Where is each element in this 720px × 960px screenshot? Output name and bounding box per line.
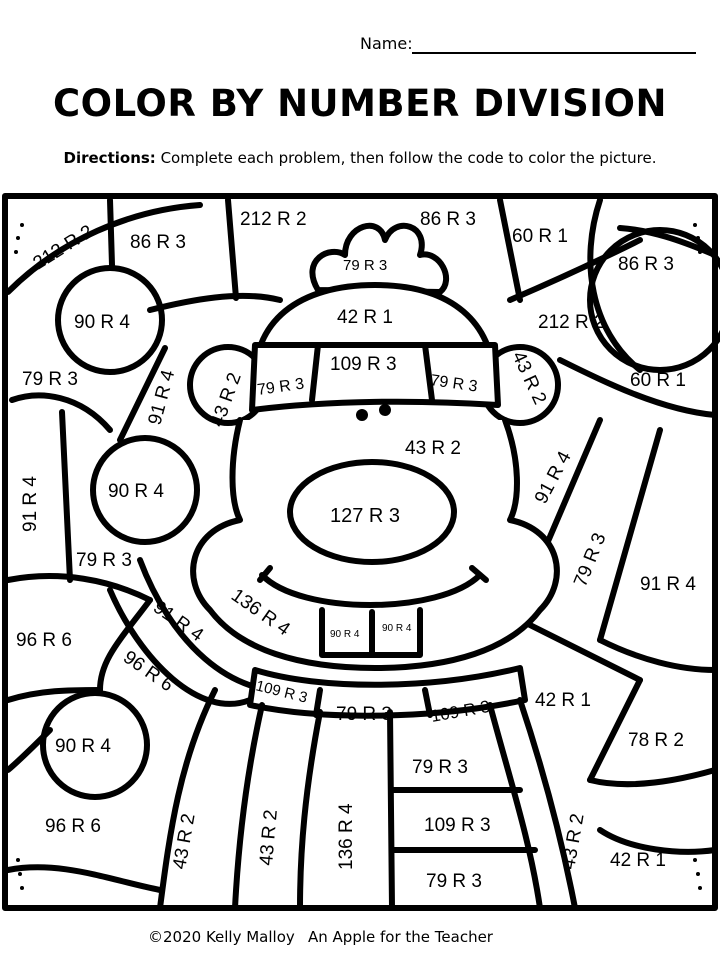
section-line [500, 200, 520, 300]
region-label: 90 R 4 [55, 736, 111, 757]
section-line [590, 200, 640, 370]
section-line [62, 412, 70, 580]
region-label: 136 R 4 [227, 584, 294, 641]
region-label: 212 R 2 [29, 221, 98, 275]
section-line [600, 430, 660, 640]
page-title: COLOR BY NUMBER DIVISION [53, 82, 667, 125]
copyright-text: ©2020 Kelly Malloy [148, 928, 295, 946]
section-line [110, 200, 112, 265]
region-label: 96 R 6 [45, 816, 101, 837]
right-eye [379, 404, 391, 416]
section-line [8, 867, 160, 890]
directions-label: Directions: [63, 149, 156, 167]
region-label: 60 R 1 [512, 226, 568, 247]
body-line [160, 690, 215, 908]
region-label: 90 R 4 [382, 623, 412, 634]
region-label: 43 R 2 [507, 348, 551, 408]
region-label: 90 R 4 [108, 481, 164, 502]
region-label: 79 R 3 [429, 372, 479, 396]
region-label: 60 R 1 [630, 370, 686, 391]
region-label: 78 R 2 [628, 730, 684, 751]
region-label: 43 R 2 [405, 438, 461, 459]
region-label: 96 R 6 [16, 630, 72, 651]
region-label: 79 R 3 [256, 375, 306, 399]
region-label: 86 R 3 [618, 254, 674, 275]
region-label: 90 R 4 [74, 312, 130, 333]
region-label: 43 R 2 [206, 369, 246, 430]
region-label: 79 R 3 [22, 369, 78, 390]
body-line [520, 700, 575, 908]
region-label: 109 R 3 [330, 354, 397, 375]
region-label: 127 R 3 [330, 505, 401, 527]
region-label: 91 R 4 [144, 367, 180, 428]
region-label: 136 R 4 [336, 803, 357, 870]
region-label: 79 R 3 [570, 530, 611, 590]
region-label: 109 R 3 [429, 696, 492, 726]
region-label: 43 R 2 [558, 812, 589, 871]
region-label: 79 R 3 [343, 257, 388, 274]
region-label: 86 R 3 [130, 232, 186, 253]
section-line [8, 576, 150, 600]
region-label: 91 R 4 [640, 574, 696, 595]
region-label: 43 R 2 [256, 808, 282, 867]
brand-text: An Apple for the Teacher [308, 928, 493, 946]
region-label: 79 R 3 [426, 871, 482, 892]
region-label: 79 R 3 [76, 550, 132, 571]
left-eye [356, 409, 368, 421]
region-label: 91 R 4 [20, 476, 41, 532]
region-label: 42 R 1 [610, 850, 666, 871]
region-label: 109 R 3 [254, 677, 310, 707]
region-label: 90 R 4 [330, 629, 360, 640]
region-label: 91 R 4 [530, 448, 576, 508]
region-label: 91 R 4 [149, 596, 208, 647]
region-label: 42 R 1 [535, 690, 591, 711]
section-line [600, 830, 715, 852]
region-label: 96 R 6 [119, 646, 178, 697]
region-label: 86 R 3 [420, 209, 476, 230]
region-label: 79 R 3 [336, 704, 392, 725]
section-line [228, 200, 236, 298]
body-line [235, 705, 262, 908]
directions-text: Complete each problem, then follow the code to color the picture. [160, 149, 657, 167]
section-line [590, 770, 715, 784]
region-label: 212 R 2 [538, 312, 605, 333]
region-label: 109 R 3 [424, 815, 491, 836]
name-label: Name: [360, 34, 413, 53]
region-label: 43 R 2 [169, 812, 200, 871]
region-label: 212 R 2 [240, 209, 307, 230]
body-line [300, 712, 320, 908]
region-label: 79 R 3 [412, 757, 468, 778]
body-line [390, 712, 392, 908]
region-label: 42 R 1 [337, 307, 393, 328]
section-line [150, 296, 280, 310]
